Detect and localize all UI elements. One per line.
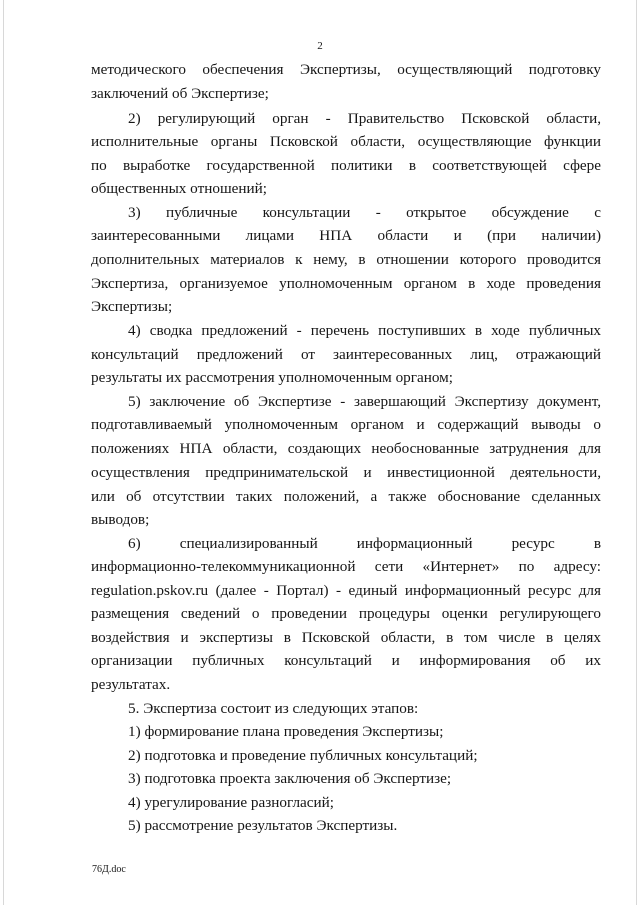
text-line: выводов; xyxy=(91,511,150,528)
text-line: воздействия и экспертизы в Псковской области, в том числе в целях xyxy=(91,629,601,646)
scan-edge-right xyxy=(636,0,637,905)
file-name-footer: 76Д.doc xyxy=(92,864,126,875)
text-line: Экспертиза, организуемое уполномоченным органом в ходе проведения xyxy=(91,275,601,292)
text-line: regulation.pskov.ru (далее - Портал) - единый информационный ресурс для xyxy=(91,582,601,599)
text-line: результаты их рассмотрения уполномоченным органом; xyxy=(91,369,453,386)
text-line: результатах. xyxy=(91,676,171,693)
text-line: подготавливаемый уполномоченным органом и содержащий выводы о xyxy=(91,416,601,433)
text-line: 1) формирование плана проведения Экспертизы; xyxy=(128,723,444,740)
text-line: 2) подготовка и проведение публичных консультаций; xyxy=(128,747,478,764)
text-line: 3) подготовка проекта заключения об Экспертизе; xyxy=(128,770,452,787)
page-number: 2 xyxy=(317,40,323,52)
text-line: заключений об Экспертизе; xyxy=(91,85,269,102)
text-line: информационно-телекоммуникационной сети «Интернет» по адресу: xyxy=(91,558,601,575)
text-line: 5. Экспертиза состоит из следующих этапов: xyxy=(128,700,419,717)
text-line: Экспертизы; xyxy=(91,298,173,315)
text-line: 4) урегулирование разногласий; xyxy=(128,794,334,811)
text-line: дополнительных материалов к нему, в отношении которого проводится xyxy=(91,251,601,268)
text-line: консультаций предложений от заинтересованных лиц, отражающий xyxy=(91,346,601,363)
text-line: положениях НПА области, создающих необоснованные затруднения для xyxy=(91,440,601,457)
text-line: по выработке государственной политики в соответствующей сфере xyxy=(91,157,601,174)
text-line: размещения сведений о проведении процедуры оценки регулирующего xyxy=(91,605,601,622)
text-line: 2) регулирующий орган - Правительство Псковской области, xyxy=(128,110,601,127)
text-line: общественных отношений; xyxy=(91,180,267,197)
scan-edge-left xyxy=(3,0,4,905)
text-line: заинтересованными лицами НПА области и (при наличии) xyxy=(91,227,601,244)
text-line: 5) заключение об Экспертизе - завершающий Экспертизу документ, xyxy=(128,393,601,410)
text-line: организации публичных консультаций и информирования об их xyxy=(91,652,601,669)
text-line: исполнительные органы Псковской области, осуществляющие функции xyxy=(91,133,601,150)
text-line: методического обеспечения Экспертизы, осуществляющий подготовку xyxy=(91,61,601,78)
text-line: 3) публичные консультации - открытое обсуждение с xyxy=(128,204,601,221)
text-line: 5) рассмотрение результатов Экспертизы. xyxy=(128,817,398,834)
text-line: осуществления предпринимательской и инвестиционной деятельности, xyxy=(91,464,601,481)
text-line: 4) сводка предложений - перечень поступивших в ходе публичных xyxy=(128,322,601,339)
text-line: или об отсутствии таких положений, а также обоснование сделанных xyxy=(91,488,601,505)
text-line: 6) специализированный информационный ресурс в xyxy=(128,535,601,552)
